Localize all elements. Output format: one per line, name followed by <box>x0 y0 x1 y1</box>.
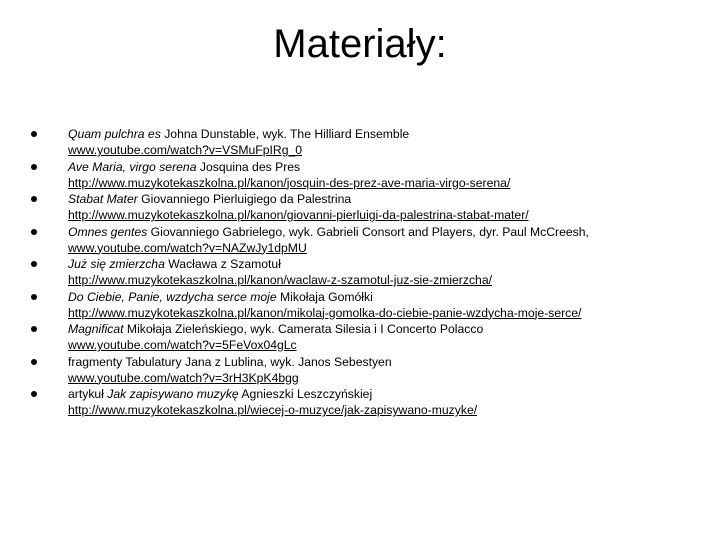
bullet-icon <box>31 261 37 267</box>
work-title: Do Ciebie, Panie, wzdycha serce moje <box>68 289 277 304</box>
source-link[interactable]: www.youtube.com/watch?v=VSMuFpIRg_0 <box>68 143 303 157</box>
source-link[interactable]: http://www.muzykotekaszkolna.pl/kanon/josquin-des-prez-ave-maria-virgo-serena/ <box>68 175 511 190</box>
source-link[interactable]: http://www.muzykotekaszkolna.pl/kanon/waclaw-z-szamotul-juz-sie-zmierzcha/ <box>68 273 492 287</box>
work-title: Już się zmierzcha <box>68 257 165 271</box>
item-description: Josquina des Pres <box>196 159 301 174</box>
work-title: Omnes gentes <box>68 224 148 239</box>
item-description: Mikołaja Zieleńskiego, wyk. Camerata Silesia i I Concerto Polacco <box>123 322 484 336</box>
item-description: Mikołaja Gomółki <box>276 289 373 304</box>
bullet-icon <box>31 326 37 332</box>
work-title: Quam pulchra es <box>68 127 161 141</box>
source-link[interactable]: http://www.muzykotekaszkolna.pl/wiecej-o-muzyce/jak-zapisywano-muzyke/ <box>68 403 478 417</box>
work-title: Ave Maria, virgo serena <box>68 159 197 174</box>
item-description: Agnieszki Leszczyńskiej <box>238 387 373 401</box>
bullet-icon <box>31 294 37 300</box>
item-description: Giovanniego Pierluigiego da Palestrina <box>137 192 352 206</box>
source-link[interactable]: http://www.muzykotekaszkolna.pl/kanon/giovanni-pierluigi-da-palestrina-stabat-mater/ <box>68 208 529 222</box>
item-description: Giovanniego Gabrielego, wyk. Gabrieli Consort and Players, dyr. Paul McCreesh, <box>147 224 589 239</box>
item-prefix: artykuł <box>68 387 108 401</box>
item-description: Johna Dunstable, wyk. The Hilliard Ensemble <box>160 127 410 141</box>
item-description: Wacława z Szamotuł <box>164 257 281 271</box>
bullet-icon <box>31 391 37 397</box>
source-link[interactable]: http://www.muzykotekaszkolna.pl/kanon/mikolaj-gomolka-do-ciebie-panie-wzdycha-moje-serce/ <box>68 305 582 320</box>
bullet-icon <box>31 164 37 170</box>
work-title: Magnificat <box>68 322 124 336</box>
page-title: Materiały: <box>273 22 447 66</box>
source-link[interactable]: www.youtube.com/watch?v=NAZwJy1dpMU <box>68 240 307 255</box>
bullet-icon <box>31 359 37 365</box>
bullet-icon <box>31 131 37 137</box>
bullet-icon <box>31 196 37 202</box>
bullet-icon <box>31 229 37 235</box>
source-link[interactable]: www.youtube.com/watch?v=5FeVox04gLc <box>68 338 297 352</box>
item-description: fragmenty Tabulatury Jana z Lublina, wyk. Janos Sebestyen <box>68 354 392 369</box>
work-title: Jak zapisywano muzykę <box>107 387 239 401</box>
work-title: Stabat Mater <box>68 192 138 206</box>
source-link[interactable]: www.youtube.com/watch?v=3rH3KpK4bgg <box>68 370 299 385</box>
